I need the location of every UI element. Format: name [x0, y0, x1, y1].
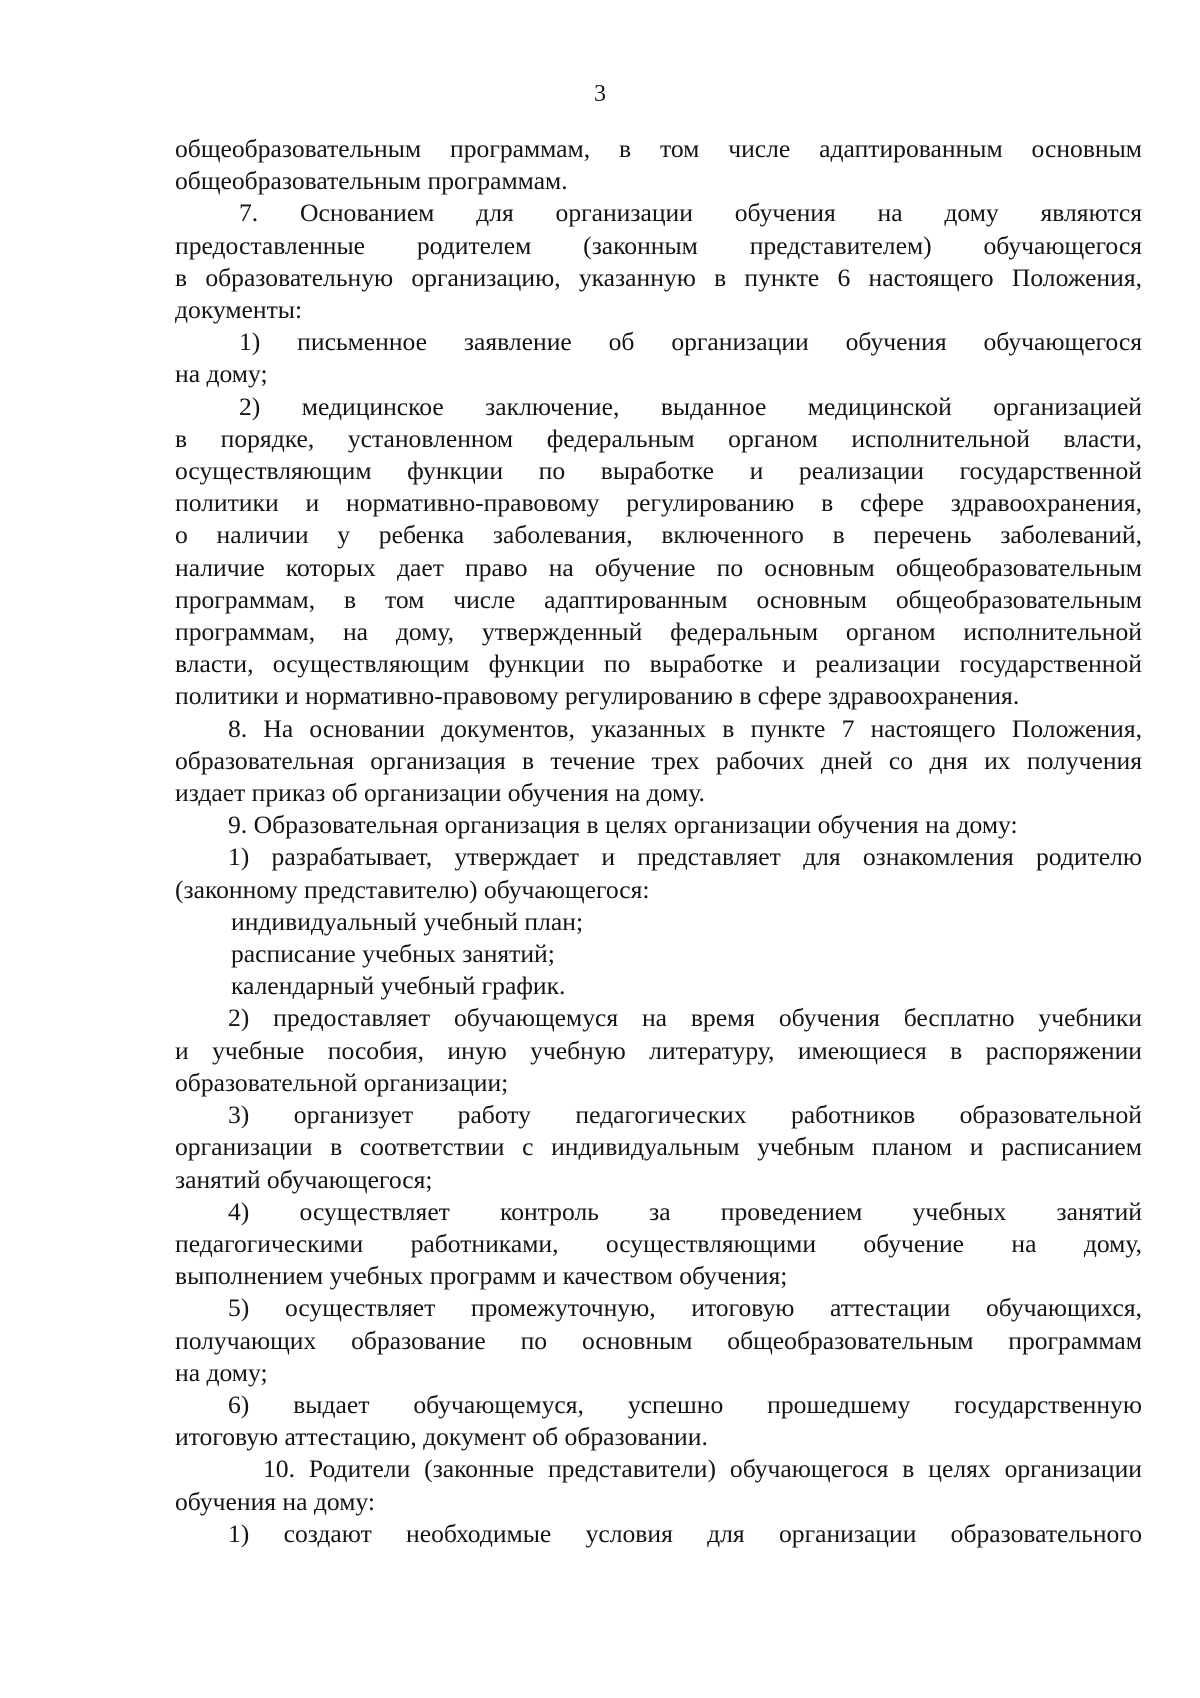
line: 4) осуществляет контроль за проведением учебных занятий — [228, 1196, 1142, 1226]
line: 10. Родители (законные представители) обучающегося в целях организации — [263, 1454, 1142, 1484]
line: 1) письменное заявление об организации обучения обучающегося — [239, 327, 1142, 357]
line: в порядке, установленном федеральным органом исполнительной власти, — [175, 423, 1142, 453]
page-number: 3 — [594, 81, 606, 107]
line: общеобразовательным программам, в том числе адаптированным основным — [175, 134, 1142, 163]
line: общеобразовательным программам. — [175, 166, 568, 196]
line: 3) организует работу педагогических работников образовательной — [228, 1100, 1142, 1130]
line: (законному представителю) обучающегося: — [175, 874, 650, 904]
line: 1) создают необходимые условия для организации образовательного — [228, 1518, 1142, 1548]
line: в образовательную организацию, указанную в пункте 6 настоящего Положения, — [175, 262, 1142, 292]
line: выполнением учебных программ и качеством обучения; — [175, 1261, 788, 1291]
line: 8. На основании документов, указанных в пункте 7 настоящего Положения, — [228, 713, 1142, 743]
line: календарный учебный график. — [231, 971, 566, 1001]
line: издает приказ об организации обучения на дому. — [175, 778, 705, 808]
line: документы: — [175, 295, 303, 325]
line: и учебные пособия, иную учебную литературу, имеющиеся в распоряжении — [175, 1035, 1142, 1065]
line: политики и нормативно-правовому регулированию в сфере здравоохранения. — [175, 681, 1020, 711]
line: власти, осуществляющим функции по выработке и реализации государственной — [175, 649, 1142, 679]
line: на дому; — [175, 1357, 268, 1387]
line: обучения на дому: — [175, 1486, 375, 1516]
line: педагогическими работниками, осуществляющими обучение на дому, — [175, 1228, 1142, 1258]
line: предоставленные родителем (законным представителем) обучающегося — [175, 230, 1142, 260]
line: 1) разрабатывает, утверждает и представляет для ознакомления родителю — [228, 842, 1142, 872]
line: образовательной организации; — [175, 1067, 509, 1097]
line: 2) предоставляет обучающемуся на время обучения бесплатно учебники — [228, 1003, 1142, 1033]
line: расписание учебных занятий; — [231, 939, 555, 969]
line: осуществляющим функции по выработке и реализации государственной — [175, 456, 1142, 486]
document-body — [175, 133, 1142, 1550]
line: 7. Основанием для организации обучения на дому являются — [239, 198, 1142, 228]
line: программам, на дому, утвержденный федеральным органом исполнительной — [175, 617, 1142, 647]
line: о наличии у ребенка заболевания, включенного в перечень заболеваний, — [175, 520, 1142, 550]
line: наличие которых дает право на обучение по основным общеобразовательным — [175, 552, 1142, 582]
line: занятий обучающегося; — [175, 1164, 433, 1194]
line: программам, в том числе адаптированным основным общеобразовательным — [175, 584, 1142, 614]
line: индивидуальный учебный план; — [231, 906, 584, 936]
line: организации в соответствии с индивидуальным учебным планом и расписанием — [175, 1132, 1142, 1162]
line: 6) выдает обучающемуся, успешно прошедшему государственную — [228, 1389, 1142, 1419]
line: итоговую аттестацию, документ об образовании. — [175, 1422, 708, 1452]
line: 2) медицинское заключение, выданное медицинской организацией — [239, 391, 1142, 421]
line: 9. Образовательная организация в целях организации обучения на дому: — [228, 810, 1018, 840]
line: 5) осуществляет промежуточную, итоговую аттестации обучающихся, — [228, 1293, 1142, 1323]
line: образовательная организация в течение трех рабочих дней со дня их получения — [175, 745, 1142, 775]
line: получающих образование по основным общеобразовательным программам — [175, 1325, 1142, 1355]
line: политики и нормативно-правовому регулированию в сфере здравоохранения, — [175, 488, 1142, 518]
line: на дому; — [175, 359, 268, 389]
